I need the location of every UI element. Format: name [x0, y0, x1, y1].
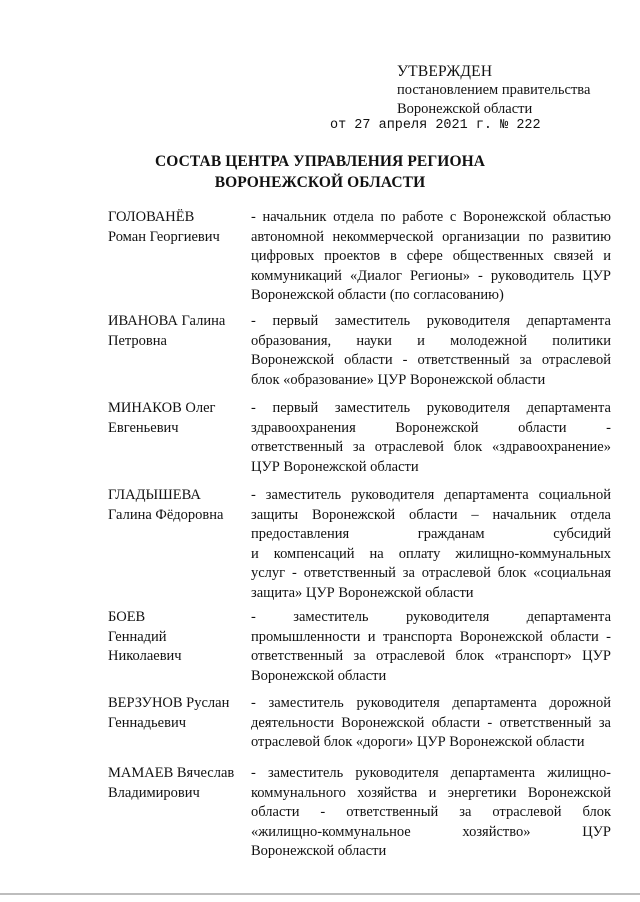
member-name-line: Роман Георгиевич [108, 228, 220, 245]
approval-line-2: Воронежской области [397, 101, 533, 117]
approval-heading: УТВЕРЖДЕН [397, 63, 493, 80]
member-name-line: МИНАКОВ Олег [108, 400, 216, 416]
member-role-line: образования, науки и молодежной политики [251, 332, 611, 349]
member-role-line: коммуникаций «Диалог Регионы» - руководитель ЦУР [251, 267, 611, 284]
member-role-line: защиты Воронежской области – начальник отдела [251, 506, 611, 523]
member-role [251, 399, 611, 477]
member-role-line: - заместитель руководителя департамента социальной [251, 487, 611, 503]
document-title [0, 151, 640, 193]
member-role [251, 764, 611, 862]
member-role-line: автономной некоммерческой организации по развитию [251, 228, 611, 245]
member-name-line: Владимирович [108, 784, 200, 801]
member-name-line: Геннадьевич [108, 714, 186, 731]
member-role-line: Воронежской области (по согласованию) [251, 287, 504, 303]
page-bottom-rule [0, 893, 640, 895]
member-name [108, 399, 244, 438]
member-name-line: МАМАЕВ Вячеслав [108, 765, 235, 781]
member-role-line: - заместитель руководителя департамента жилищно- [251, 765, 611, 781]
member-role [251, 486, 611, 603]
member-role-line: области - ответственный за отраслевой блок [251, 804, 611, 820]
member-name-line: БОЕВ [108, 609, 146, 625]
member-role-line: ответственный за отраслевой блок «транспорт» ЦУР [251, 648, 611, 664]
member-name [108, 764, 244, 803]
member-name-line: ИВАНОВА Галина [108, 313, 226, 329]
member-role-line: - первый заместитель руководителя департамента [251, 400, 611, 416]
member-role-line: ЦУР Воронежской области [251, 458, 419, 475]
approval-line-1: постановлением правительства [397, 82, 591, 98]
member-role-line: предоставления гражданам субсидий [251, 526, 611, 542]
member-role-line: Воронежской области [251, 667, 387, 684]
member-name-line: Евгеньевич [108, 419, 179, 436]
member-role-line: Воронежской области - ответственный за отраслевой [251, 352, 611, 368]
member-role-line: - начальник отдела по работе с Воронежской областью [251, 209, 611, 225]
member-name-line: Петровна [108, 332, 167, 349]
member-name-line: ГОЛОВАНЁВ [108, 209, 195, 225]
title-line-2: ВОРОНЕЖСКОЙ ОБЛАСТИ [214, 174, 426, 191]
member-name-line: ВЕРЗУНОВ Руслан [108, 695, 230, 711]
member-role-line: отраслевой блок «дороги» ЦУР Воронежской области [251, 734, 585, 750]
member-role-line: защита» ЦУР Воронежской области [251, 584, 474, 601]
member-name-line: Николаевич [108, 648, 182, 664]
member-role-line: - первый заместитель руководителя департамента [251, 313, 611, 329]
member-role-line: - заместитель руководителя департамента [251, 609, 611, 625]
member-role-line: коммунального хозяйства и энергетики Воронежской [251, 784, 611, 801]
member-role-line: услуг - ответственный за отраслевой блок «социальная [251, 565, 611, 581]
member-name-line: Галина Фёдоровна [108, 506, 224, 523]
member-role-line: - заместитель руководителя департамента дорожной [251, 695, 611, 711]
member-role-line: Воронежской области [251, 843, 387, 859]
member-role [251, 608, 611, 686]
member-name [108, 694, 244, 733]
member-role-line: и компенсаций на оплату жилищно-коммунальных [251, 545, 611, 562]
member-name-line: ГЛАДЫШЕВА [108, 487, 201, 503]
member-role-line: цифровых проектов в сфере общественных связей и [251, 248, 611, 264]
member-role-line: деятельности Воронежской области - ответственный за [251, 714, 611, 731]
member-role-line: ответственный за отраслевой блок «здравоохранение» [251, 439, 611, 455]
member-role [251, 694, 611, 753]
member-role-line: блок «образование» ЦУР Воронежской области [251, 371, 546, 388]
member-role [251, 208, 611, 306]
title-line-1: СОСТАВ ЦЕНТРА УПРАВЛЕНИЯ РЕГИОНА [154, 153, 486, 170]
member-role [251, 312, 611, 390]
member-name [108, 486, 244, 525]
member-name [108, 312, 244, 351]
member-role-line: «жилищно-коммунальное хозяйство» ЦУР [251, 823, 611, 840]
approval-date: от 27 апреля 2021 г. № 222 [330, 118, 541, 133]
member-role-line: промышленности и транспорта Воронежской области - [251, 628, 611, 645]
member-name [108, 608, 244, 667]
member-role-line: здравоохранения Воронежской области - [251, 419, 611, 436]
approval-stamp [397, 62, 590, 119]
member-name-line: Геннадий [108, 628, 167, 645]
member-name [108, 208, 244, 247]
